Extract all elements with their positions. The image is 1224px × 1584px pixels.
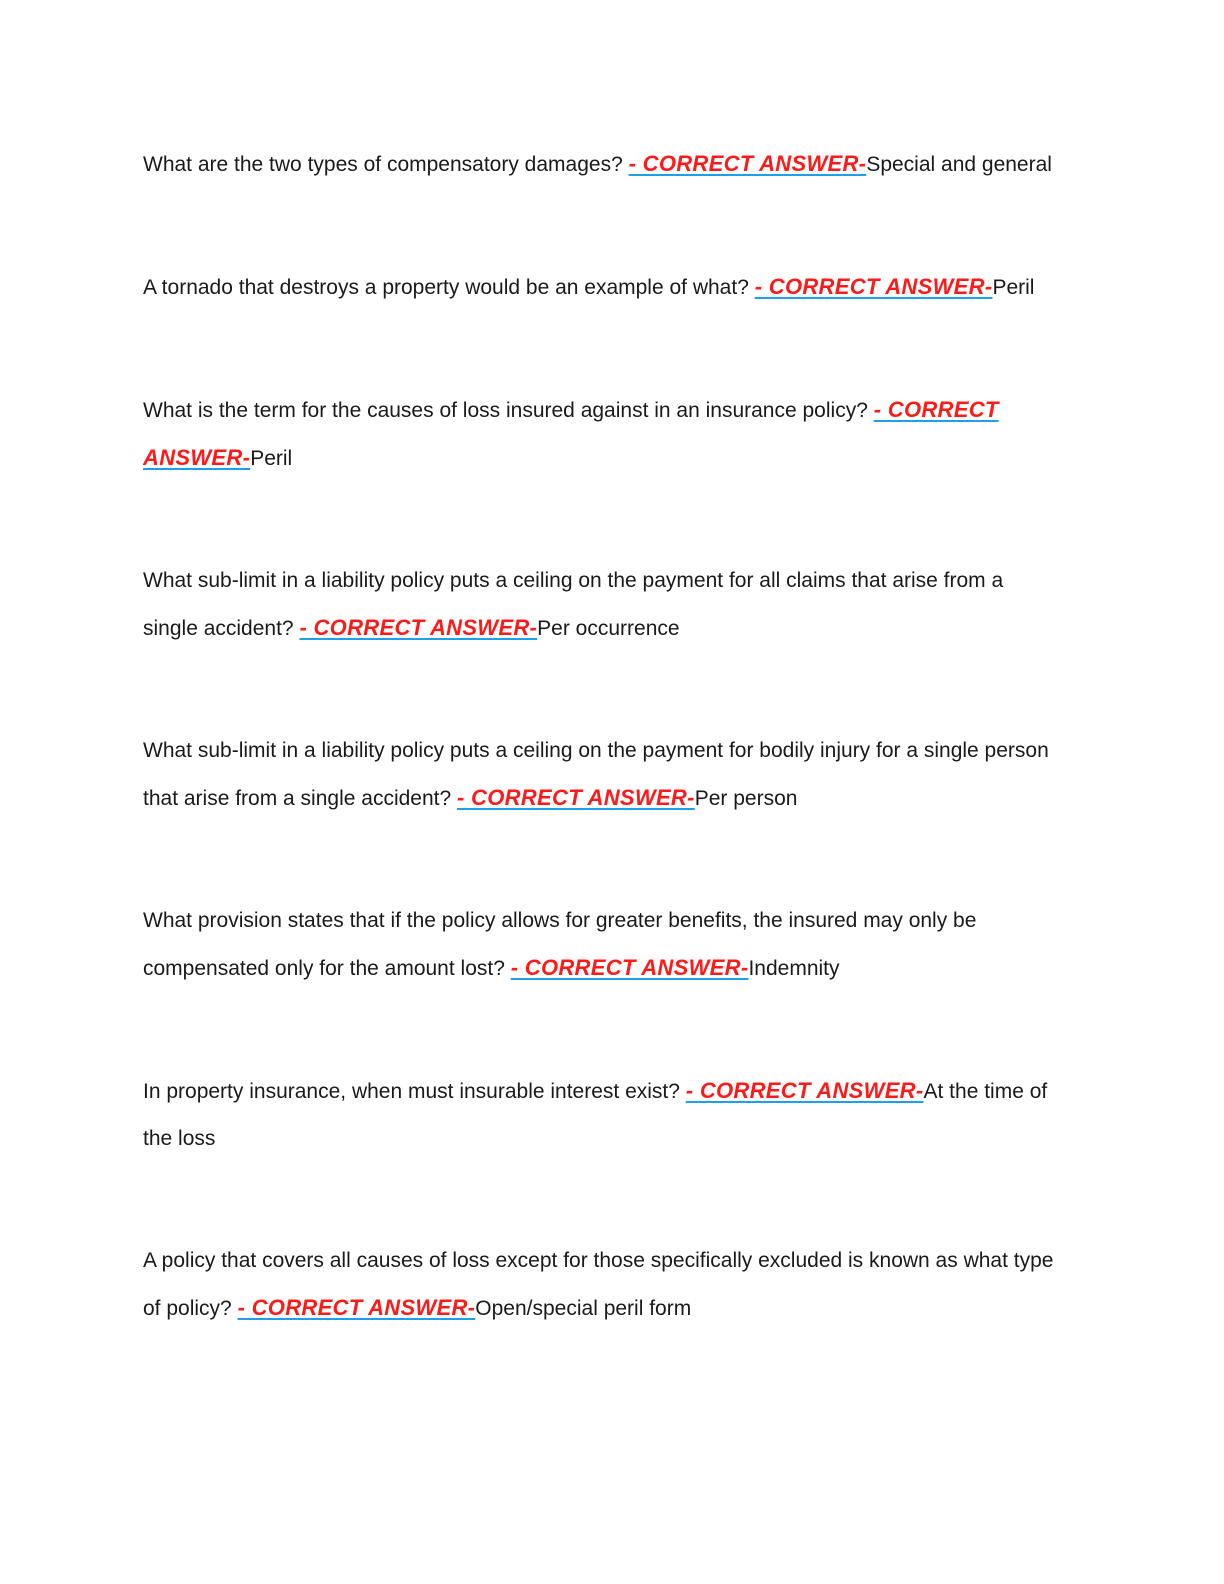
question-text: In property insurance, when must insurable interest exist? (143, 1080, 680, 1103)
answer-text: Per person (694, 787, 798, 810)
correct-answer-marker: - CORRECT ANSWER- (143, 397, 999, 470)
correct-answer-marker: - CORRECT ANSWER- (628, 151, 867, 176)
answer-text: Per occurrence (537, 617, 680, 640)
correct-answer-marker: - CORRECT ANSWER- (754, 274, 993, 299)
answer-text: Special and general (866, 153, 1052, 176)
qa-item-5 (143, 727, 1063, 822)
qa-item-2 (143, 263, 1063, 311)
qa-item-4 (143, 557, 1063, 652)
answer-text: At the time of the loss (143, 1080, 1048, 1150)
correct-answer-marker: - CORRECT ANSWER- (299, 615, 538, 640)
correct-answer-marker: - CORRECT ANSWER- (685, 1078, 924, 1103)
question-text: What is the term for the causes of loss insured against in an insurance policy? (143, 399, 868, 422)
answer-text: Indemnity (748, 957, 840, 980)
answer-text: Open/special peril form (475, 1297, 692, 1320)
question-text: What sub-limit in a liability policy puts a ceiling on the payment for all claims that arise from a single accident? (143, 569, 1004, 640)
qa-item-6 (143, 897, 1063, 992)
correct-answer-marker: - CORRECT ANSWER- (457, 785, 695, 810)
question-text: A policy that covers all causes of loss except for those specifically excluded is known as what type of policy? (143, 1249, 1054, 1320)
qa-item-8 (143, 1237, 1063, 1332)
answer-text: Peril (250, 447, 293, 470)
correct-answer-marker: - CORRECT ANSWER- (510, 955, 749, 980)
qa-item-3 (143, 386, 1063, 482)
qa-item-1 (143, 140, 1063, 188)
question-text: What provision states that if the policy allows for greater benefits, the insured may only be compensated only for the amount lost? (143, 909, 977, 980)
question-text: A tornado that destroys a property would be an example of what? (143, 276, 749, 299)
qa-item-7 (143, 1067, 1063, 1162)
correct-answer-marker: - CORRECT ANSWER- (237, 1295, 476, 1320)
answer-text: Peril (992, 276, 1035, 299)
question-text: What are the two types of compensatory damages? (143, 153, 623, 176)
document-page (143, 140, 1063, 1407)
question-text: What sub-limit in a liability policy puts a ceiling on the payment for bodily injury for a single person that arise from a single accident? (143, 739, 1049, 810)
